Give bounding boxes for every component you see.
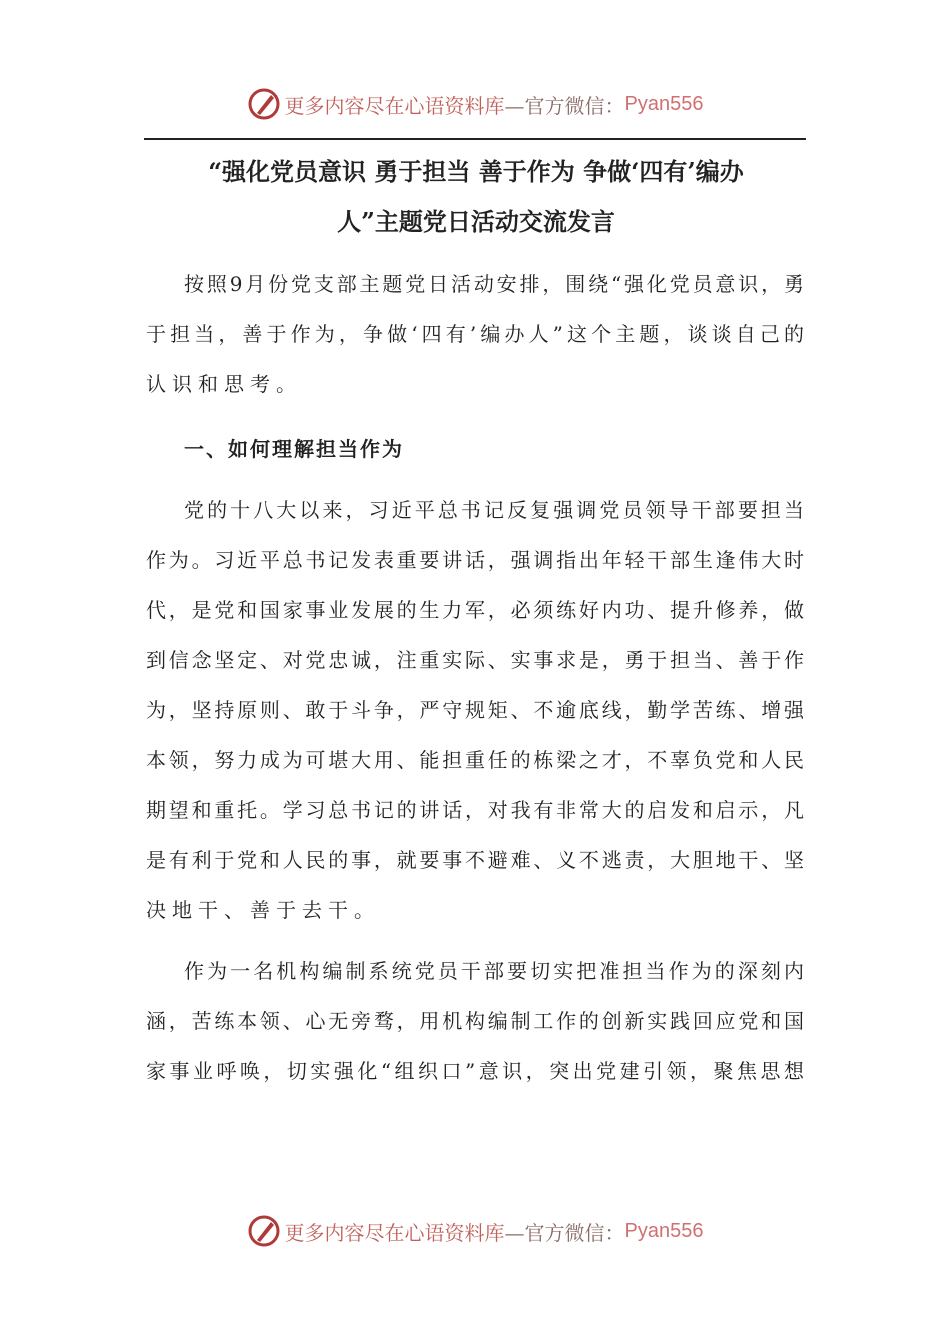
section-heading: 一、如何理解担当作为 [184, 437, 404, 461]
paragraph-line: 涵，苦练本领、心无旁骛，用机构编制工作的创新实践回应党和国 [146, 1009, 804, 1033]
watermark-text: 更多内容尽在心语资料库 [284, 93, 505, 118]
paragraph-line: 家事业呼唤，切实强化“组织口”意识，突出党建引领，聚焦思想 [146, 1059, 804, 1083]
paragraph-line: 是有利于党和人民的事，就要事不避难、义不逃责，大胆地干、坚 [146, 848, 804, 872]
paragraph-line: 作为一名机构编制系统党员干部要切实把准担当作为的深刻内 [184, 959, 804, 983]
paragraph-line: 于担当，善于作为，争做‘四有’编办人”这个主题，谈谈自己的 [146, 322, 804, 346]
paragraph-line: 本领，努力成为可堪大用、能担重任的栋梁之才，不辜负党和人民 [146, 748, 804, 772]
document-title-line-2: 人”主题党日活动交流发言 [337, 207, 615, 236]
header-watermark [0, 84, 950, 124]
header-divider [144, 138, 806, 140]
paragraph-line: 为，坚持原则、敢于斗争，严守规矩、不逾底线，勤学苦练、增强 [146, 698, 804, 722]
paragraph-line: 决地干、善于去干。 [146, 898, 380, 922]
document-title-line-1: “强化党员意识 勇于担当 善于作为 争做‘四有’编办 [208, 157, 744, 186]
watermark-wechat-id: Pyan556 [624, 92, 704, 115]
watermark-text: 更多内容尽在心语资料库 [284, 1220, 505, 1245]
footer-watermark [0, 1211, 950, 1251]
pen-logo-icon [247, 1214, 281, 1248]
paragraph-line: 认识和思考。 [146, 372, 302, 396]
paragraph-line: 党的十八大以来，习近平总书记反复强调党员领导干部要担当 [184, 498, 804, 522]
paragraph-line: 按照9月份党支部主题党日活动安排，围绕“强化党员意识，勇 [184, 272, 804, 296]
paragraph-line: 期望和重托。学习总书记的讲话，对我有非常大的启发和启示，凡 [146, 798, 804, 822]
paragraph-line: 作为。习近平总书记发表重要讲话，强调指出年轻干部生逢伟大时 [146, 548, 804, 572]
pen-logo-icon [247, 87, 281, 121]
watermark-wechat-id: Pyan556 [624, 1219, 704, 1242]
watermark-label: —官方微信： [504, 93, 625, 118]
watermark-label: —官方微信： [504, 1220, 625, 1245]
paragraph-line: 到信念坚定、对党忠诚，注重实际、实事求是，勇于担当、善于作 [146, 648, 804, 672]
paragraph-line: 代，是党和国家事业发展的生力军，必须练好内功、提升修养，做 [146, 598, 804, 622]
